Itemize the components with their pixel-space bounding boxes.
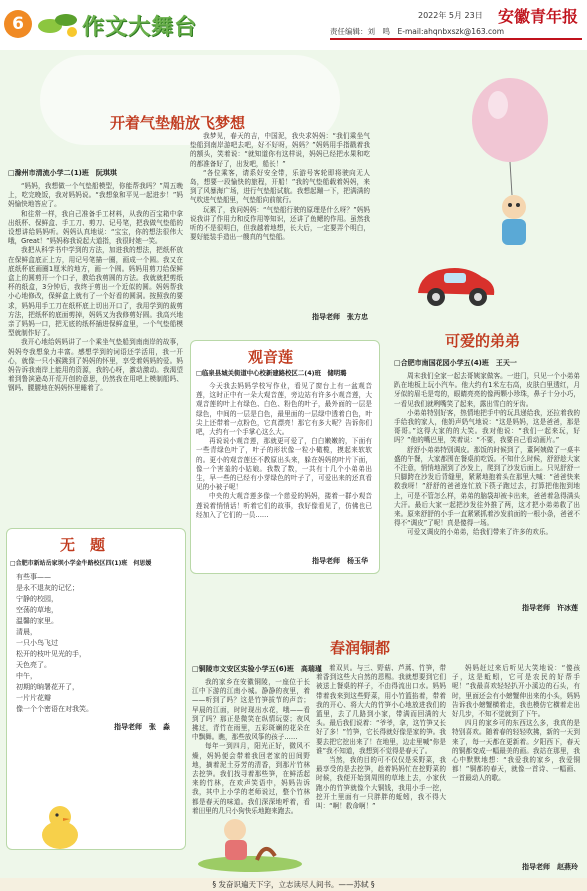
article-title-brother: 可爱的弟弟 xyxy=(445,332,521,350)
byline-untitled: □合肥市新站岳家坝小学金牛路校区四(1)班 何思媛 xyxy=(10,560,152,567)
paragraph: 当然，我的目的可不仅仅是采野菜，我最享受的是去挖笋，趁着妈妈忙在挖野菜的时候，我便开始到周围的草地上去，小家伙跑小的竹笋就像个大铜钱，我用小手一挖，挖开土里面有一只胖胖的蚯蚓，我不得大叫：“啊！救命啊！” xyxy=(316,756,446,811)
paragraph: 我梦见，春天的吉，中国泥，我央求妈妈：“我们乘坐气垫船到南岸游吧去吧，好不好呀，妈妈？”妈妈用手指戳着我的额头，笑着说：“就知道你有这样说，妈妈已经把水果和吃的都准备好了，出发吧，船长！” xyxy=(190,132,370,168)
footer-quote: § 发奋识遍天下字，立志读尽人间书。——苏轼 § xyxy=(0,878,587,891)
paragraph: 中央的大观音莲多像一个慈爱的妈妈，搂着一群小观音莲说着悄悄话！听着它们的故事，我好像看见了，仿佛也已经加入了它们的一员…… xyxy=(196,492,372,519)
article-body-lotus xyxy=(196,382,372,552)
poem-line: 松开的枝叶见光的手， xyxy=(16,650,86,658)
digging-kid-illustration xyxy=(195,810,305,872)
poem-line: 温馨的家里。 xyxy=(16,617,58,625)
teacher-lotus: 指导老师 杨玉华 xyxy=(312,557,368,565)
poem-line: 像一个个密语在对我笑。 xyxy=(16,705,93,713)
poem-line: 有些事—— xyxy=(16,573,51,581)
poem-line: 空荡的草地， xyxy=(16,606,58,614)
paragraph: 我把从科学书中学到的方法，加进我的想法，把纸杯放在保鲜盒底正上方，用记号笔描一圈，画成一个圆。我又在底纸杯底画圈1厘米的地方，画一个圆。妈妈用剪刀给保鲜盒上的圆剪开一个口子，教给我剪圆的方法。我就就把剪纸杯的纸盒，3分钟后，我终于剪出一个近似的圆。妈妈帮我小心地修改，保鲜盒上就有了一个好看的圆洞。按照我的要求，妈妈用手工刀在纸杯底上切出开口了，我用学到的裁剪方法，把纸杯的底面剪掉，妈妈又为我修剪好圆。我高兴地亲了妈妈一口，把无底的纸杯插进保鲜盒里，一个气垫船模型就制作好了。 xyxy=(8,246,183,338)
article-title-untitled: 无 题 xyxy=(60,536,106,554)
poem-line: 一只小鸟飞过 xyxy=(16,639,58,647)
paragraph: 小弟弟特别好客，热情地把手中的玩具递给我，还拉着我的手给我的家人，他奶声奶气地说：“这是妈妈，这是爸爸，那是哥哥。”这得大家的的大笑。我对他说：“我们一起来玩，好吗？”他的嘴巴里，笑着说：“不要，我要自己看动画片。” xyxy=(394,408,580,445)
paragraph: 舒舒小弟弟特别调皮。那饭的时候到了，董阿姨做了一桌丰盛的午餐，大家都围在餐桌前吃饭。不知什么时候，舒舒趁大家不注意，悄悄地溜到了沙发上，爬到了沙发后面上。只见舒舒一只脚跨在沙发后背缝里，紧紧地抱着头在那里大喊：“爸爸快来救我呀！”舒舒的爸爸连忙放下筷子跑过去，打算把他抱到地上，可是不管怎么样，弟弟的脑袋却被卡出来，爸爸着急得满头大汗。最后大家一起把沙发往外推了两，这才把小弟弟救了出来。原来舒舒的小手一直紧紧抓着沙发前面的一根小条，爸爸不得不“调皮”了呢！真是傻得一场。 xyxy=(394,445,580,528)
chick-illustration xyxy=(30,795,90,855)
teacher-brother: 指导老师 许冰莲 xyxy=(522,604,578,612)
paragraph: 每年一到四月，阳光正好，微风不燥，妈妈便会带着我回老家的田间野地，摘着泥土芬芳的清香，到那片竹林去挖笋。我们找寻着那些笋，在鲜活起来的竹林，在欢声笑语中，妈妈告诉我，其中上小学的老师说过，整个竹林都是春天的味道。我们深深地呼着，看着田里的几只小狗快乐地跑来跑去。 xyxy=(192,742,310,815)
article-body-bamboo-col3 xyxy=(452,664,580,860)
poem-line: 是永不退灰的记忆； xyxy=(16,584,79,592)
poem-line: 中午， xyxy=(16,672,37,680)
article-title-balloon-ship: 开着气垫船放飞梦想 xyxy=(110,114,246,132)
poem-line: 天色亮了。 xyxy=(16,661,51,669)
article-title-lotus: 观音莲 xyxy=(248,348,294,366)
issue-date: 2022年 5月 23日 xyxy=(418,11,483,20)
paragraph: 今天我去妈妈学校写作业，看见了窗台上有一盆观音莲，这时正中有一朵大观音莲，旁边站有许多小观音莲，大观音莲的叶上有绿色、白色、粉色的叶子，最外面的一层是绿色，中间的一层是白色，最里面的一层绿中透着白色，叶尖上还带着一点粉色，它真漂亮！那它有多大呢？告诉你们吧，大约有一个手掌心这么大。 xyxy=(196,382,372,437)
byline-brother: □合肥市南国花园小学五(4)班 王天一 xyxy=(394,359,517,367)
balloon-kid-illustration xyxy=(440,75,580,250)
paragraph: 妈妈赶过来后听见大笑地说：“傻孩子，这是蚯蚓，它可是农民的好帮手呢！”我最喜欢轻轻扒开小溪边的石头，有时，里面还会有小螃蟹伸出来的小头，妈妈告诉我小螃蟹横着走，我也模仿它横着走出好几步，不知不觉就到了下午。 xyxy=(452,664,580,719)
paragraph: 和往常一样，我自己准备手工材料，从我的百宝箱中拿出纸杯、保鲜盒、手工刀、剪刀、记号笔，把我做气垫船的设想讲给妈妈听。妈妈认真地说：“宝宝，你的想法很伟大哦，Great！”妈妈称我说起大道指，我很时她一笑。 xyxy=(8,209,183,246)
article-body-balloon-ship-col1 xyxy=(8,182,183,524)
red-car-illustration xyxy=(410,255,500,311)
poem-line: 宁静的校园， xyxy=(16,595,58,603)
article-body-balloon-ship-col2 xyxy=(190,132,370,310)
paragraph: 再说说小观音莲，那就更可爱了，白白嫩嫩的，下面有一些青绿色叶了，叶子的形状像一粒小橄榄，摸起来软软的。更小的观音莲还不教原出头来，躲在妈妈的叶片下面，像一个害羞的小姑娘。我数了数，一共有十几个小弟弟出生，早一些的已经有小芽绿色的叶子了，可爱出来的还真看见的小被子呢！ xyxy=(196,437,372,492)
column-title: 作文大舞台 xyxy=(82,15,198,40)
article-body-brother xyxy=(394,372,580,600)
paragraph: 可爱又调皮的小弟弟，给我们带来了许多的欢乐。 xyxy=(407,528,553,537)
newspaper-name: 安徽青年报 xyxy=(498,7,579,26)
byline-balloon-ship: □滁州市清流小学二(1)班 阮琪琪 xyxy=(8,169,117,177)
teacher-untitled: 指导老师 张 淼 xyxy=(114,723,170,731)
paragraph: 周末我们全家一起去哥姨家做客。一进门，只见一个小弟弟趴在地板上玩小汽车。他大约有1米左右高，皮肤白里透红，月牙似的眉毛是弯的，眼睛亮亮的像两颗小珍珠，鼻子十分小巧，一看见我们就咧嘴笑了起来，露出雪白的牙齿。 xyxy=(394,372,580,408)
header-rule xyxy=(330,38,582,40)
poem-line: 一片片花瓣 xyxy=(16,694,51,702)
paragraph: 玩累了，我问妈妈：“气垫船行驶的原理是什么呀？”妈妈说我讲了作用力和反作用等知识，还讲了鱼鳃的作用。虽然我听的不是很明白，但我越着地想，长大后，一定要弄个明白，要好能装手造出一艘真的气垫船。 xyxy=(190,205,370,242)
article-body-bamboo-col2 xyxy=(316,664,446,874)
teacher-balloon-ship: 指导老师 张方忠 xyxy=(312,313,368,321)
editor-line: 责任编辑：刘 鸣 E-mail:ahqnbxszk@163.com xyxy=(330,27,505,36)
poem-line: 清晨， xyxy=(16,628,37,636)
paragraph: “各位乘客，请系好安全带，乐游号客轮即将驶向无人岛，想要一段愉快的旅程，开船！”我的气垫船载着妈妈，来到了风暴海广场，进行气垫船试航。我想起蹦一下，把满满的气吹进气垫船里，气垫船向前航行。 xyxy=(190,168,370,205)
paragraph: 我的家乡在安徽铜陵，一座位于长江中下游的江南小城。静静的夜里，着——听到了吗？这是竹笋拔节的声音；早晨的江面，时时现出水花，哦——看到了吗？那正是微笑在纵情玩耍；夜风拂过，青竹在雨里，五彩斑斓的花朵在中飘舞。瞧，那些放风筝的孩子…… xyxy=(192,678,310,742)
byline-lotus: □临泉县城关街道中心校新建路校区二(4)班 储明璐 xyxy=(196,369,347,377)
paragraph: 四月的家乡可的东西这么多，我真的是特别喜欢。随着春的轻轻吹拂，新的一天到来了，每一天都在更新着。夕阳西下，春天的铜都变成一幅最美的画。我站在那里，我心中默默地想：“我爱我的家乡，我爱铜都！”铜都的春天，就像一首诗、一幅画、一首最动人的歌。 xyxy=(452,719,580,783)
leaf-decoration-icon xyxy=(36,6,80,40)
article-title-bamboo: 春润铜都 xyxy=(330,639,391,657)
page-number: 6 xyxy=(4,10,32,38)
teacher-bamboo: 指导老师 赵燕玲 xyxy=(522,863,578,871)
paragraph: 着双贝。与三、野菇、芦蒿、竹笋，带着香到这些大自然的恩赐。我就想要到它们被送上餐桌的样子，不由得流出口水。妈妈带着我来到这些野菜，用小竹篮掐着，带着我的开心、将大大的竹笋小心地放进我们的篮里，去了几路到小家，带满而回满的大头。最后我们说着：“爷爷，拿，这竹笋又长好了多！”竹笋，它长得就好像是家的笋。我要去把它挖出来了！在地里，边走里喊“你是谁”我不知道，我想到不觉得是春天了。 xyxy=(316,664,446,755)
paragraph: 我开心地给妈妈讲了一个乘坐气垫船到南南岸的故事，妈妈夸我想象力丰富。感想学到的词语还学活用，我一开心，就像一只小猴跳到了妈妈的怀里，享受着妈妈的爱。妈妈告诉我南岸上能用的资源，我的心呀，激动激动。我渴望着到鲁滨逊岛开荒开创的意思，仍然我在用吧上模制船吗、钢吗、腰腰地在妈妈怀里睡着了。 xyxy=(8,338,183,393)
paragraph: “妈妈，我想做一个气垫船模型，你能帮我吗？”周五晚上，吃完晚饭，我对妈妈说。“我想象和平见一起进步！”妈妈愉快地答应了。 xyxy=(8,182,183,209)
poem-body xyxy=(16,572,176,715)
poem-line: 初期的晌署花开了， xyxy=(16,683,79,691)
byline-bamboo: □铜陵市文安区实验小学五(6)班 高瑞瑾 xyxy=(192,665,322,673)
